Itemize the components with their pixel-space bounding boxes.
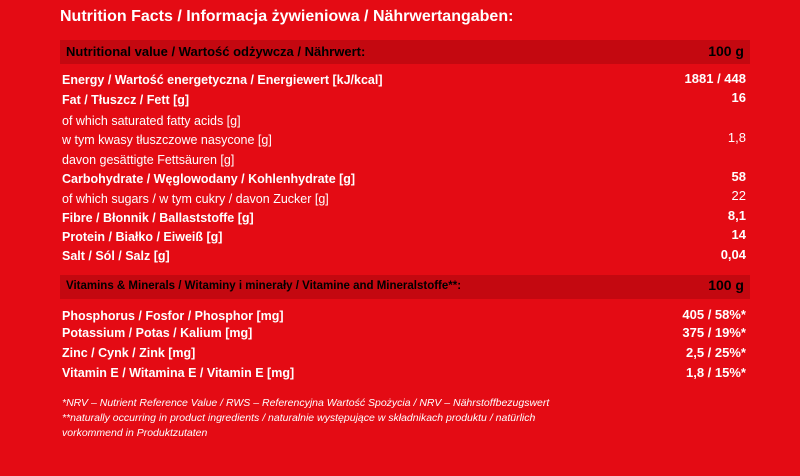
nutrition-title: Nutrition Facts / Informacja żywieniowa / Nährwertangaben: [60,8,514,25]
footnote-nrv: *NRV – Nutrient Reference Value / RWS – Referencyjna Wartość Spożycia / NRV – Nährstoffbezugswert [62,397,550,409]
energy-label: Energy / Wartość energetyczna / Energiewert [kJ/kcal] [62,73,383,87]
phosphorus-label: Phosphorus / Fosfor / Phosphor [mg] [62,309,284,323]
saturated-en-label: of which saturated fatty acids [g] [62,114,241,128]
vitamin-e-value: 1,8 / 15%* [686,365,746,380]
salt-value: 0,04 [720,247,746,262]
carbohydrate-label: Carbohydrate / Węglowodany / Kohlenhydrate [g] [62,172,356,186]
footnote-natural-cont: vorkommend in Produktzutaten [62,427,208,439]
phosphorus-value: 405 / 58%* [682,307,746,322]
nutrition-header-label: Nutritional value / Wartość odżywcza / Nährwert: [66,44,366,59]
fibre-value: 8,1 [727,208,746,223]
saturated-de-label: davon gesättigte Fettsäuren [g] [62,153,235,167]
protein-label: Protein / Białko / Eiweiß [g] [62,230,223,244]
footnote-natural: **naturally occurring in product ingredients / naturalnie występujące w składnikach produktu / natürlich [62,412,536,424]
potassium-label: Potassium / Potas / Kalium [mg] [62,326,253,340]
salt-label: Salt / Sól / Salz [g] [62,249,170,263]
vitamins-per-100g: 100 g [708,277,744,293]
fat-value: 16 [731,90,746,105]
saturated-value: 1,8 [727,130,746,145]
energy-value: 1881 / 448 [684,71,746,86]
vitamin-e-label: Vitamin E / Witamina E / Vitamin E [mg] [62,366,295,380]
zinc-value: 2,5 / 25%* [686,345,746,360]
saturated-pl-label: w tym kwasy tłuszczowe nasycone [g] [62,133,272,147]
nutrition-per-100g: 100 g [708,43,744,59]
sugars-label: of which sugars / w tym cukry / davon Zucker [g] [62,192,329,206]
vitamins-header-label: Vitamins & Minerals / Witaminy i minerały / Vitamine and Mineralstoffe**: [66,280,462,292]
fibre-label: Fibre / Błonnik / Ballaststoffe [g] [62,211,254,225]
sugars-value: 22 [731,188,746,203]
zinc-label: Zinc / Cynk / Zink [mg] [62,346,196,360]
potassium-value: 375 / 19%* [682,325,746,340]
protein-value: 14 [731,227,746,242]
carbohydrate-value: 58 [731,169,746,184]
fat-label: Fat / Tłuszcz / Fett [g] [62,93,190,107]
